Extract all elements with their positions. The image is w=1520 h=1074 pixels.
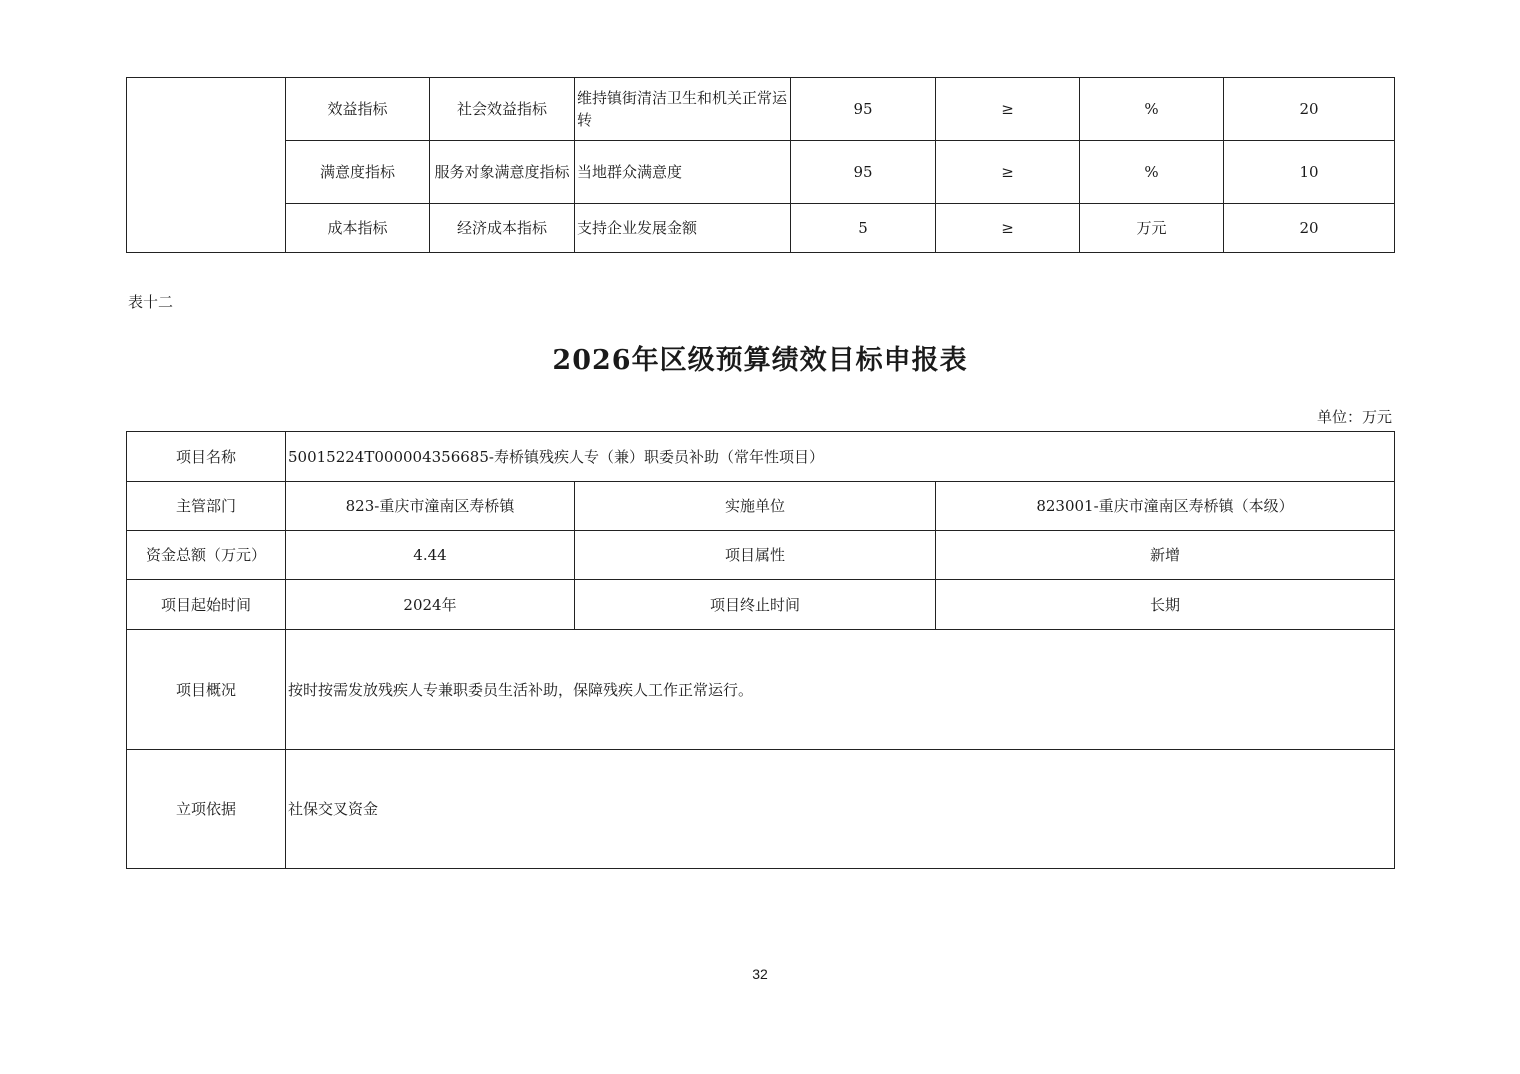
table-row bbox=[127, 482, 1395, 531]
overview-value: 按时按需发放残疾人专兼职委员生活补助，保障残疾人工作正常运行。 bbox=[286, 630, 1395, 750]
table-row bbox=[127, 531, 1395, 580]
level1-indicator-cell: 成本指标 bbox=[286, 204, 430, 253]
merged-category-cell bbox=[127, 78, 286, 253]
table-number-label: 表十二 bbox=[128, 293, 174, 311]
basis-value: 社保交叉资金 bbox=[286, 750, 1395, 869]
unit-label: 单位：万元 bbox=[1316, 408, 1392, 426]
target-value-cell: 95 bbox=[791, 78, 936, 141]
level1-indicator-cell: 满意度指标 bbox=[286, 141, 430, 204]
operator-cell: ≥ bbox=[936, 78, 1080, 141]
fund-total-value: 4.44 bbox=[286, 531, 575, 580]
start-time-label: 项目起始时间 bbox=[127, 580, 286, 630]
level3-indicator-cell: 维持镇街清洁卫生和机关正常运转 bbox=[575, 78, 791, 141]
project-info-table bbox=[126, 431, 1395, 869]
level2-indicator-cell: 经济成本指标 bbox=[430, 204, 575, 253]
unit-cell: % bbox=[1080, 141, 1224, 204]
operator-cell: ≥ bbox=[936, 141, 1080, 204]
table-row bbox=[127, 580, 1395, 630]
project-name-value: 50015224T000004356685-寿桥镇残疾人专（兼）职委员补助（常年性项目） bbox=[286, 432, 1395, 482]
end-time-value: 长期 bbox=[936, 580, 1395, 630]
table-row bbox=[127, 204, 1395, 253]
implementer-value: 823001-重庆市潼南区寿桥镇（本级） bbox=[936, 482, 1395, 531]
department-value: 823-重庆市潼南区寿桥镇 bbox=[286, 482, 575, 531]
project-attribute-label: 项目属性 bbox=[575, 531, 936, 580]
fund-total-label: 资金总额（万元） bbox=[127, 531, 286, 580]
overview-label: 项目概况 bbox=[127, 630, 286, 750]
level2-indicator-cell: 服务对象满意度指标 bbox=[430, 141, 575, 204]
project-name-label: 项目名称 bbox=[127, 432, 286, 482]
weight-cell: 20 bbox=[1224, 204, 1395, 253]
table-row bbox=[127, 78, 1395, 141]
operator-cell: ≥ bbox=[936, 204, 1080, 253]
target-value-cell: 5 bbox=[791, 204, 936, 253]
implementer-label: 实施单位 bbox=[575, 482, 936, 531]
table-row bbox=[127, 141, 1395, 204]
page-number: 32 bbox=[752, 966, 768, 982]
project-attribute-value: 新增 bbox=[936, 531, 1395, 580]
level3-indicator-cell: 当地群众满意度 bbox=[575, 141, 791, 204]
weight-cell: 20 bbox=[1224, 78, 1395, 141]
level2-indicator-cell: 社会效益指标 bbox=[430, 78, 575, 141]
indicator-table bbox=[126, 77, 1395, 253]
basis-label: 立项依据 bbox=[127, 750, 286, 869]
department-label: 主管部门 bbox=[127, 482, 286, 531]
table-row bbox=[127, 630, 1395, 750]
unit-cell: 万元 bbox=[1080, 204, 1224, 253]
unit-cell: % bbox=[1080, 78, 1224, 141]
level3-indicator-cell: 支持企业发展金额 bbox=[575, 204, 791, 253]
target-value-cell: 95 bbox=[791, 141, 936, 204]
table-row bbox=[127, 432, 1395, 482]
page-title: 2026年区级预算绩效目标申报表 bbox=[552, 345, 968, 376]
table-row bbox=[127, 750, 1395, 869]
level1-indicator-cell: 效益指标 bbox=[286, 78, 430, 141]
start-time-value: 2024年 bbox=[286, 580, 575, 630]
weight-cell: 10 bbox=[1224, 141, 1395, 204]
end-time-label: 项目终止时间 bbox=[575, 580, 936, 630]
